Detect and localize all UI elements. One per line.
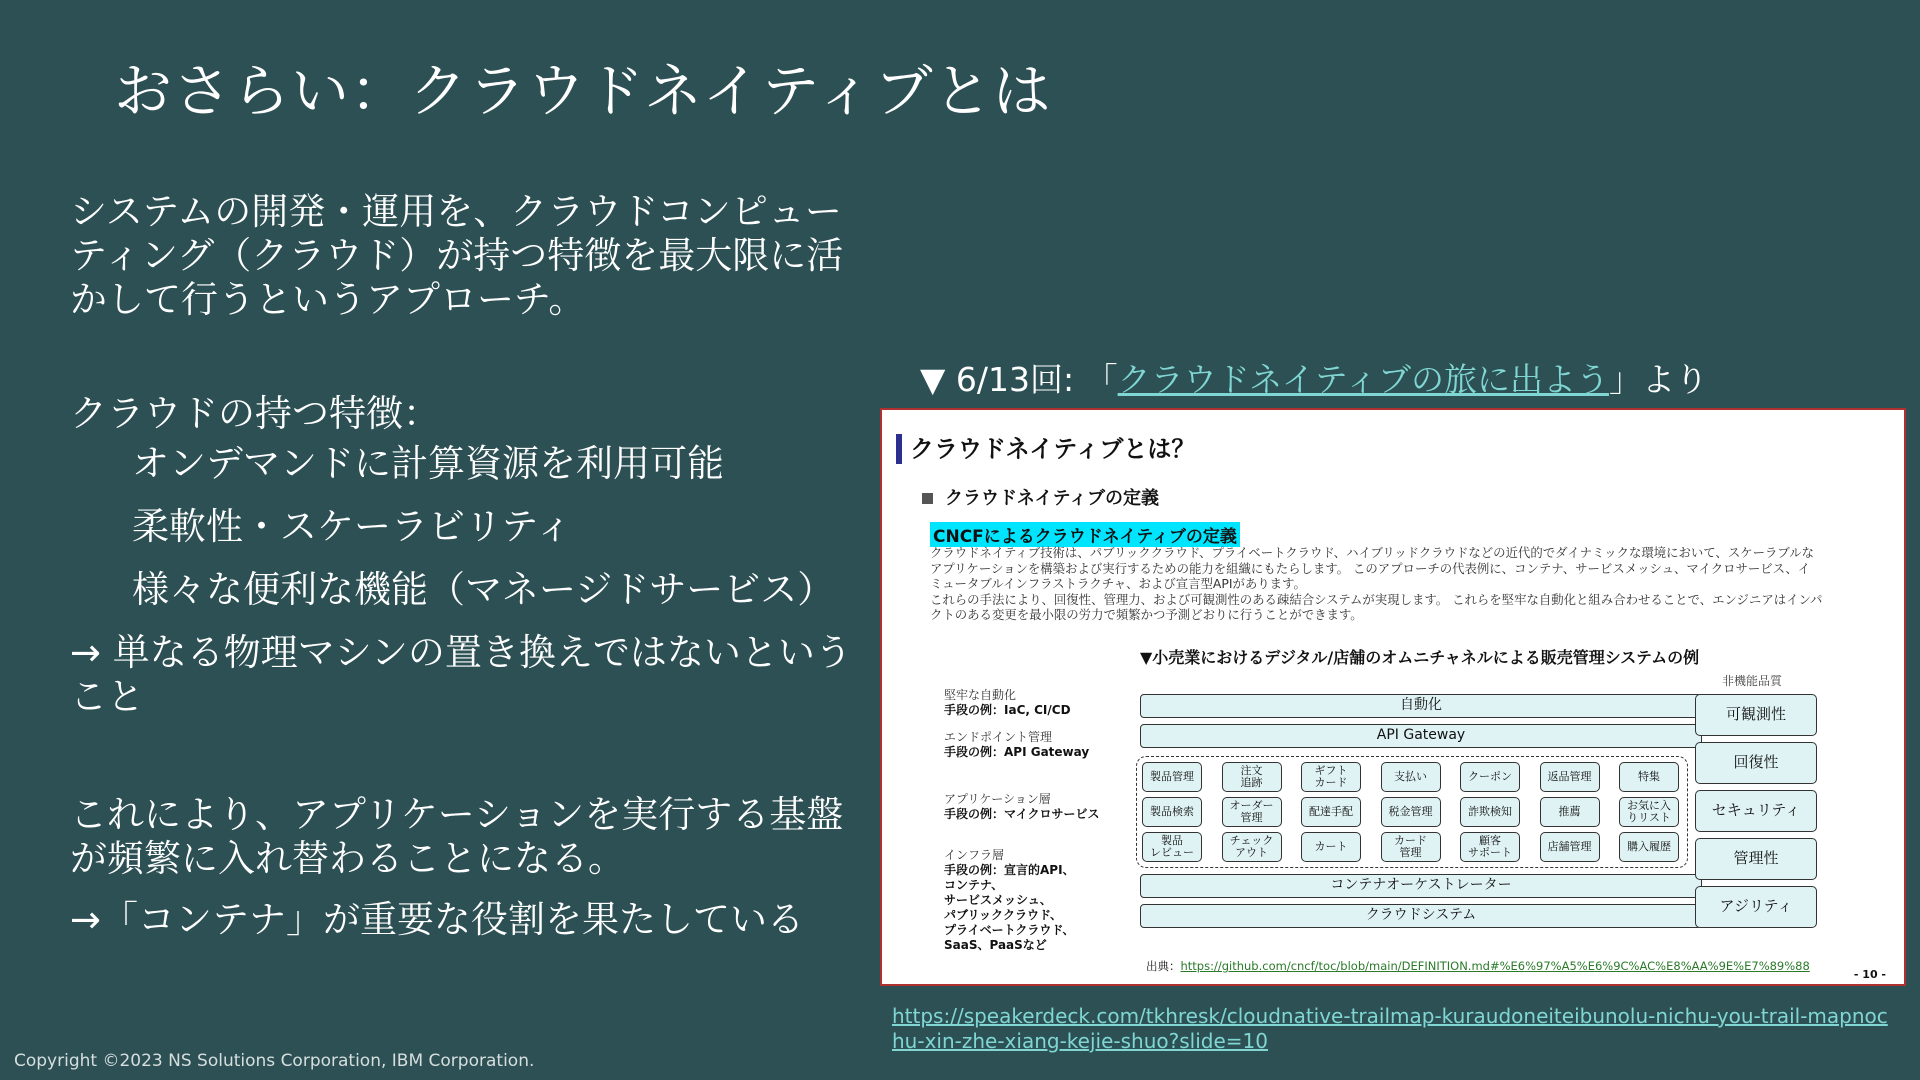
speakerdeck-link[interactable]: https://speakerdeck.com/tkhresk/cloudnative-trailmap-kuraudoneiteibunolu-nichu-you-trail-mapnochu-xin-zhe-xiang-kejie-shuo?slide=10 — [892, 1004, 1888, 1053]
container-line: →「コンテナ」が重要な役割を果たしている — [70, 898, 805, 941]
layer-label-endpoint — [944, 730, 1089, 760]
nonfunctional-observability: 可観測性 — [1695, 694, 1817, 736]
diagram-title: ▼小売業におけるデジタル/店舗のオムニチャネルによる販売管理システムの例 — [1140, 648, 1700, 667]
square-bullet-icon — [922, 493, 933, 504]
microservice-cell: 税金管理 — [1381, 797, 1441, 827]
speakerdeck-link-wrap — [892, 1004, 1892, 1054]
microservice-cell: 製品検索 — [1142, 797, 1202, 827]
layer-example: 手段の例：API Gateway — [944, 745, 1090, 759]
nonfunctional-label: 非機能品質 — [1722, 674, 1783, 688]
cncf-label: CNCFによるクラウドネイティブの定義 — [930, 522, 1240, 547]
layer-label-line: 堅牢な自動化 — [944, 688, 1017, 702]
platform-line: これにより、アプリケーションを実行する基盤 — [70, 793, 844, 836]
microservice-cell: 返品管理 — [1540, 762, 1600, 792]
slide-heading: クラウドネイティブとは？ — [896, 434, 1195, 464]
intro-line: システムの開発・運用を、クラウドコンピュー — [70, 190, 842, 233]
microservice-cell: 購入履歴 — [1619, 832, 1679, 862]
slide-subheading-text: クラウドネイティブの定義 — [945, 488, 1160, 509]
api-gateway-bar: API Gateway — [1140, 724, 1702, 748]
slide-source — [1146, 958, 1810, 974]
feature-item: オンデマンドに計算資源を利用可能 — [132, 442, 724, 485]
definition-line: これらの手法により、回復性、管理力、および可観測性のある疎結合システムが実現します。 これらを堅牢な自動化と組み合わせることで、エンジニアはインパ — [930, 591, 1823, 607]
layer-example: 手段の例：マイクロサービス — [944, 807, 1100, 821]
microservice-cell: 顧客 サポート — [1460, 832, 1520, 862]
copyright: Copyright ©2023 NS Solutions Corporation, IBM Corporation. — [14, 1051, 535, 1071]
nonfunctional-manageability: 管理性 — [1695, 838, 1817, 880]
microservice-cell: お気に入 りリスト — [1619, 797, 1679, 827]
layer-label-application — [944, 792, 1100, 822]
definition-line: クラウドネイティブ技術は、パブリッククラウド、プライベートクラウド、ハイブリッドクラウドなどの近代的でダイナミックな環境において、スケーラブルな — [930, 545, 1815, 560]
reference-suffix: 」より — [1608, 360, 1708, 399]
conclusion-line: → 単なる物理マシンの置き換えではないという — [70, 631, 852, 674]
microservice-cell: 製品 レビュー — [1142, 832, 1202, 862]
microservice-cell: カード 管理 — [1381, 832, 1441, 862]
reference-link[interactable]: クラウドネイティブの旅に出よう — [1117, 360, 1609, 399]
layer-example: 手段の例：IaC, CI/CD — [944, 703, 1071, 717]
slide-subheading — [922, 484, 1159, 510]
microservice-cell: 推薦 — [1540, 797, 1600, 827]
microservice-cell: 注文 追跡 — [1222, 762, 1282, 792]
features-heading: クラウドの持つ特徴： — [70, 392, 440, 435]
source-prefix: 出典： — [1146, 959, 1181, 973]
microservice-cell: 詐欺検知 — [1460, 797, 1520, 827]
layer-label-line: インフラ層 — [944, 848, 1005, 862]
layer-label-infra — [944, 848, 1075, 953]
page-title: おさらい：クラウドネイティブとは — [114, 57, 1052, 125]
feature-item: 様々な便利な機能（マネージドサービス） — [132, 568, 835, 611]
source-link[interactable]: https://github.com/cncf/toc/blob/main/DEFINITION.md#%E6%97%A5%E6%9C%AC%E8%AA%9E%E7%89%88 — [1180, 959, 1810, 973]
platform-line: が頻繁に入れ替わることになる。 — [70, 837, 625, 880]
layer-example: 手段の例：宣言的API、 コンテナ、 サービスメッシュ、 パブリッククラウド、 プライベートクラウド、 SaaS、PaaSなど — [944, 863, 1075, 952]
cncf-definition — [930, 545, 1860, 623]
microservice-cell: チェック アウト — [1222, 832, 1282, 862]
main-text — [70, 190, 860, 942]
reference-prefix: ▼ 6/13回: 「 — [920, 360, 1118, 399]
intro-line: かして行うというアプローチ。 — [70, 278, 586, 321]
feature-item: 柔軟性・スケーラビリティ — [132, 505, 573, 548]
microservice-cell: 製品管理 — [1142, 762, 1202, 792]
cloud-system-bar: クラウドシステム — [1140, 904, 1702, 928]
layer-label-line: エンドポイント管理 — [944, 730, 1053, 744]
intro-line: ティング（クラウド）が持つ特徴を最大限に活 — [70, 234, 844, 277]
definition-line: クトのある変更を最小限の労力で頻繁かつ予測どおりに行うことができます。 — [930, 607, 1363, 622]
microservice-cell: ギフト カード — [1301, 762, 1361, 792]
conclusion-line: こと — [70, 675, 144, 718]
layer-label-line: アプリケーション層 — [944, 792, 1051, 806]
slide-page-number: - 10 - — [1853, 968, 1886, 981]
microservice-cell: 店舗管理 — [1540, 832, 1600, 862]
nonfunctional-security: セキュリティ — [1695, 790, 1817, 832]
microservice-cell: 特集 — [1619, 762, 1679, 792]
microservice-cell: 配達手配 — [1301, 797, 1361, 827]
orchestrator-bar: コンテナオーケストレーター — [1140, 874, 1702, 898]
layer-label-automation — [944, 688, 1071, 718]
automation-bar: 自動化 — [1140, 694, 1702, 718]
microservice-cell: カート — [1301, 832, 1361, 862]
nonfunctional-agility: アジリティ — [1695, 886, 1817, 928]
microservice-cell: 支払い — [1381, 762, 1441, 792]
microservice-cell: クーポン — [1460, 762, 1520, 792]
microservice-cell: オーダー 管理 — [1222, 797, 1282, 827]
reference-caption — [920, 354, 1708, 401]
embedded-slide — [880, 408, 1906, 986]
definition-line: ミュータブルインフラストラクチャ、および宣言型APIがあります。 — [930, 576, 1306, 591]
nonfunctional-resilience: 回復性 — [1695, 742, 1817, 784]
definition-line: アプリケーションを構築および実行するための能力を組織にもたらします。 このアプローチの代表例に、コンテナ、サービスメッシュ、マイクロサービス、イ — [930, 560, 1811, 576]
